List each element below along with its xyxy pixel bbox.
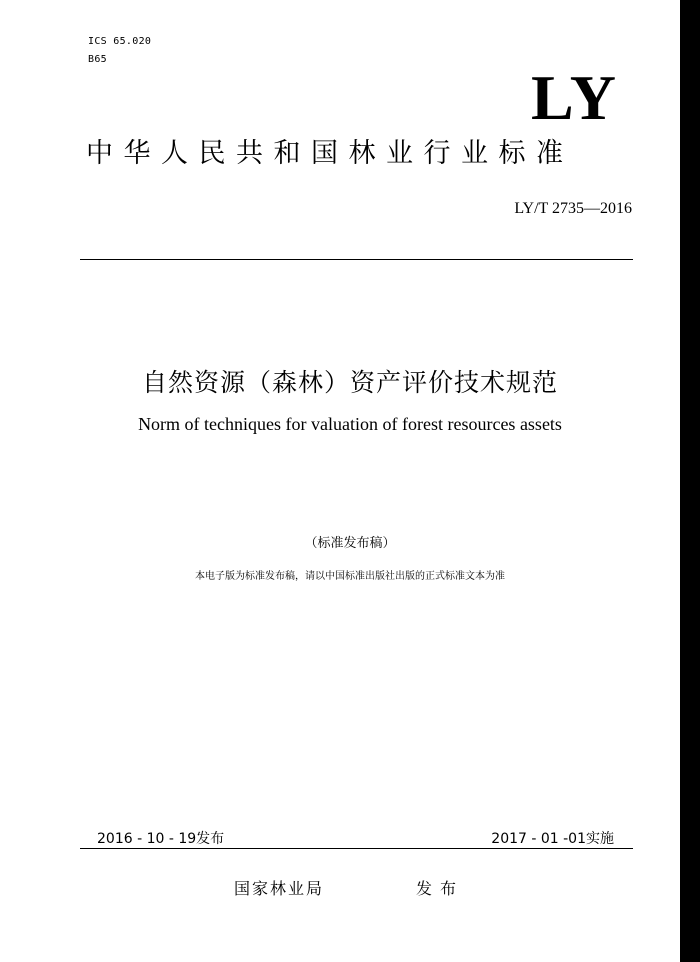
ics-code: ICS 65.020 xyxy=(88,36,152,47)
scan-edge-bar xyxy=(680,0,700,962)
standard-number: LY/T 2735—2016 xyxy=(514,200,632,217)
ccs-code: B65 xyxy=(88,54,107,65)
draft-status-label: （标准发布稿） xyxy=(304,536,396,551)
document-title-chinese: 自然资源（森林）资产评价技术规范 xyxy=(141,368,558,397)
issuing-authority: 国家林业局 xyxy=(234,879,325,898)
bottom-divider xyxy=(80,848,633,849)
implementation-date: 2017 - 01 -01实施 xyxy=(491,831,614,847)
top-divider xyxy=(80,259,633,260)
issued-label: 发布 xyxy=(416,879,465,898)
ly-logo: LY xyxy=(530,62,618,133)
issue-date: 2016 - 10 - 19发布 xyxy=(97,831,225,847)
standard-type-heading: 中华人民共和国林业行业标准 xyxy=(86,138,574,169)
electronic-version-note: 本电子版为标准发布稿，请以中国标准出版社出版的正式标准文本为准 xyxy=(195,571,505,582)
document-title-english: Norm of techniques for valuation of forest resources assets xyxy=(138,414,562,434)
